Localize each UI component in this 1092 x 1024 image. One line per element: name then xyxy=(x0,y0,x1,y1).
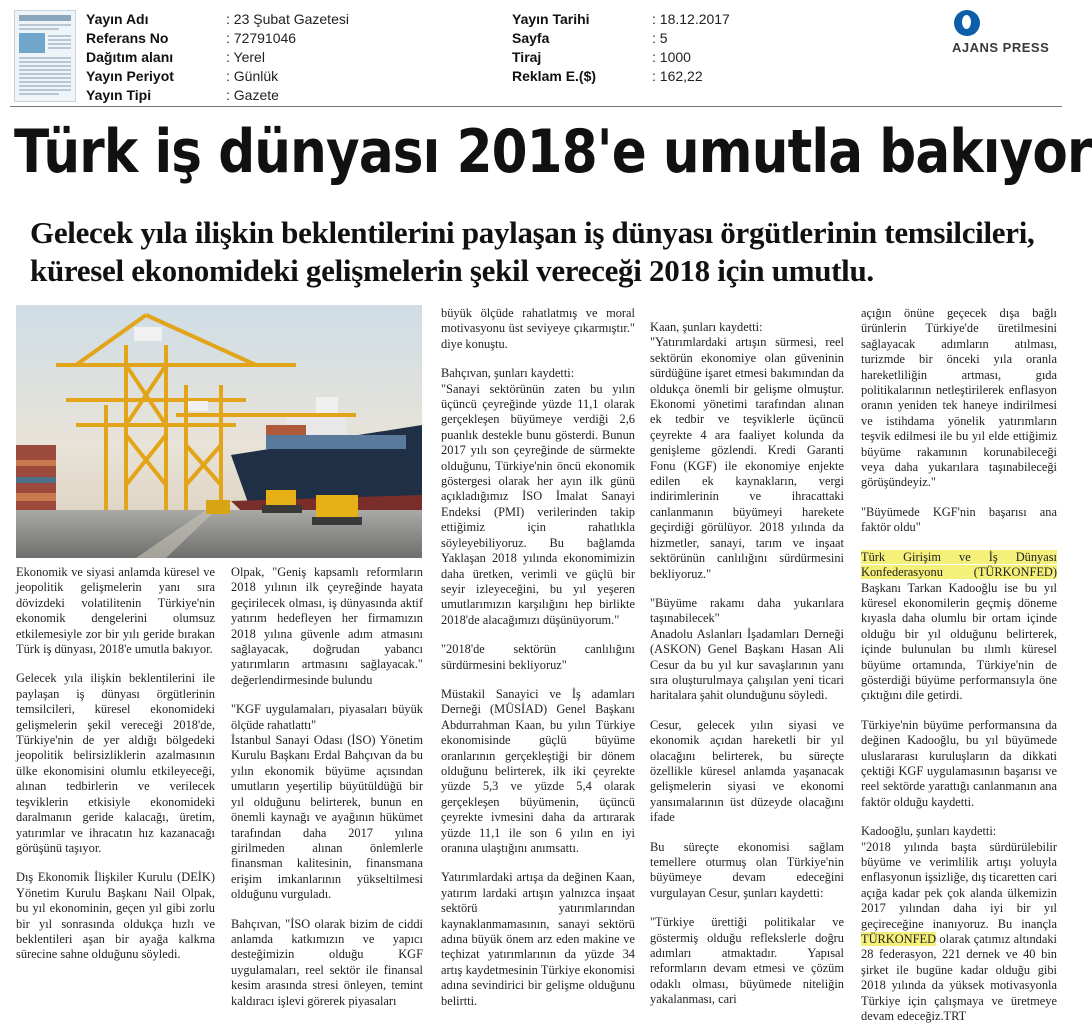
meta-value: : Günlük xyxy=(226,68,279,84)
paragraph: Gelecek yıla ilişkin beklentilerini ile paylaşan iş dünyası örgütlerinin temsilcileri, küresel ekonomideki gelişmelerin şekil vereceği 2018'de, Türkiye'nin de yer aldığı bölgedeki jeopolitik belirsizliklerin azalmasının ülke ekonomisini olumlu etkileyeceği, alınan tedbirlerin ve verilecek teşviklerin etkisiyle ekonomideki daralmanın geride kalacağı, üretim, yatırımlar ve ihracatın hız kazanacağı görüşünü taşıyor. xyxy=(16,671,215,855)
meta-label: Yayın Periyot xyxy=(86,68,174,84)
meta-value: : 1000 xyxy=(652,49,691,65)
meta-label: Yayın Adı xyxy=(86,11,149,27)
paragraph-text: "2018 yılında başta sürdürülebilir büyüme ve verimlilik artışı yoluyla enflasyonun işsizliğe, dış ticaretten cari açığa kadar pek çok alanda ülkemizin 2017 yılından daha iyi bir yıl geçireceğine inanıyoruz. Bu inançla xyxy=(861,839,1057,931)
meta-row-page xyxy=(512,29,730,48)
paragraph: Bahçıvan, şunları kaydetti: xyxy=(441,366,575,381)
meta-value: : 72791046 xyxy=(226,30,297,46)
meta-label: Yayın Tipi xyxy=(86,87,152,103)
article-column-3 xyxy=(441,306,635,1008)
meta-value: : Gazete xyxy=(226,87,279,103)
paragraph xyxy=(861,550,1057,704)
paragraph: Olpak, "Geniş kapsamlı reformların 2018 yılının ilk çeyreğinde hayata geçirilecek olması, iş dünyasında aktif yatırım hedefleyen her firmamızın 2018 yılına güvenle adım atmasını sağlayacak, doğrudan yabancı yatırımların artmasını sağlayacak." değerlendirmesinde bulundu xyxy=(231,565,423,687)
article-column-5 xyxy=(861,306,1057,1024)
meta-row-reference-no xyxy=(86,29,349,48)
paragraph: Ekonomik ve siyasi anlamda küresel ve jeopolitik gelişmelerin yanı sıra dövizdeki volatilitenin Türkiye'nin ekonomik dengelerini olumsuz etkilemesiyle zor bir yılı geride bırakan Türk iş dünyası, 2018'e umutla bakıyor. xyxy=(16,565,215,657)
paragraph: "Sanayi sektörünün zaten bu yılın üçüncü çeyreğinde yüzde 11,1 olarak gerçekleşen büyümeye verdiği 2,6 puanlık destekle bunu gösterdi. Bunun 2017 yılı son çeyreğinde de sürmekte olduğunu, Türkiye'nin öncü ekonomik göstergesi olarak her ayın ilk günü açıkladığımız İSO İmalat Sanayi Endeksi (PMI) verilerinden takip ettiğimiz için rahatlıkla söyleyebiliyoruz. Bu bağlamda Yaklaşan 2018 yılında ekonomimizin daha üretken, verimli ve güçlü bir seyir izleyeceğini, bu yıl yeşeren umutlarımızın karşılığını hep birlikte 2018'de alacağımızı düşünüyorum." xyxy=(441,381,635,627)
paragraph: "Türkiye ürettiği politikalar ve göstermiş olduğu reflekslerle doğru adımları atmaktadır. Yapısal reformların devam etmesi ve çözüm odaklı olması, büyümede niteliğin yakalanması, cari xyxy=(650,915,844,1007)
deck-line: Gelecek yıla ilişkin beklentilerini paylaşan iş dünyası örgütlerinin temsilcileri, xyxy=(30,215,1035,250)
meta-label: Referans No xyxy=(86,30,169,46)
meta-label: Dağıtım alanı xyxy=(86,49,174,65)
article-deck xyxy=(30,214,1060,290)
paragraph: Bu süreçte ekonomisi sağlam temellere oturmuş olan Türkiye'nin büyümeye devam edeceğini vurgulayan Cesur, şunları kaydetti: xyxy=(650,839,844,900)
highlighted-org-name: TÜRKONFED xyxy=(861,932,937,947)
paragraph: Cesur, gelecek yılın siyasi ve ekonomik açıdan hareketli bir yıl olacağını belirterek, bu süreçte özellikle küresel anlamda yaşanacak gelişmelerin siyasi ve ekonomi yansımalarının üst düzeyde olacağını ifade xyxy=(650,717,844,825)
paragraph: Müstakil Sanayici ve İş adamları Derneği (MÜSİAD) Genel Başkanı Abdurrahman Kaan, bu yılın Türkiye ekonomisinde güçlü büyüme oranlarının gerçekleştiği bir dönem olduğunu belirterek, ilk iki çeyrekte yüzde 5,3 ve yüzde 5,4 olarak gerçekleşen büyümenin, üçüncü çeyrekte ivmesini daha da artırarak yüzde 11,1 ile son 6 yılın en iyi oranına ulaştığını anımsattı. xyxy=(441,686,635,855)
paragraph: Kadooğlu, şunları kaydetti: xyxy=(861,824,997,839)
paragraph: Kaan, şunları kaydetti: xyxy=(650,320,763,334)
meta-value: : 5 xyxy=(652,30,668,46)
port-cranes-photo xyxy=(16,305,422,558)
meta-row-ad-value xyxy=(512,67,730,86)
meta-value: : Yerel xyxy=(226,49,265,65)
paragraph: Türkiye'nin büyüme performansına da değinen Kadooğlu, bu yıl büyümede uluslararası kuruluşların da dikkati çektiği KGF uygulamasının başarısı ve reel sektörde yarattığı canlanmanın ana faktör olduğu kaydetti. xyxy=(861,717,1057,809)
paragraph: Bahçıvan, "İSO olarak bizim de ciddi anlamda katkımızın ve yapıcı desteğimizin olduğu KGF uygulamaları, reel sektör ile finansal kesim arasında stresi önleyen, temint kaldıracı işlevi görerek piyasaları xyxy=(231,916,423,1008)
article-headline: Türk iş dünyası 2018'e umutla bakıyor xyxy=(14,117,1092,187)
article-column-2 xyxy=(231,565,423,1008)
subheading: "KGF uygulamaları, piyasaları büyük ölçüde rahatlattı" xyxy=(231,702,423,732)
paragraph-text: Başkanı Tarkan Kadooğlu ise bu yıl küresel ekonomilerin geçmiş döneme kıyasla daha olumlu bir ortam içinde olduğu bir yıl olduğunu belirterek, içinde bulunulan bu ılımlı küresel büyüme ortamında, Türkiye'nin de gösterdiği büyüme performansıyla öne çıktığını dile getirdi. xyxy=(861,580,1057,703)
meta-label: Sayfa xyxy=(512,30,550,46)
logo-text: AJANS PRESS xyxy=(952,40,1050,55)
paragraph: Anadolu Aslanları İşadamları Derneği (ASKON) Genel Başkanı Hasan Ali Cesur da bu yıl kur savaşlarının yanı sıra oluşturulmaya çalışılan yeni ticari haritalara şahit olunduğunu söyledi. xyxy=(650,626,844,703)
paragraph xyxy=(861,840,1057,1024)
paragraph: "Yatırımlardaki artışın sürmesi, reel sektörün ekonomiye olan güveninin sürdüğüne işaret etmesi bakımından da oldukça önemli bir gelişme olmuştur. Ekonomi yönetimi tarafından alınan ek tedbir ve teşviklerle üçüncü çeyrekte 4 ara faaliyet kolunda da genişleme gözlendi. Kredi Garanti Fonu (KGF) ile ekonomiye enjekte edilen ek kaynakların, vergi indirimlerinin ve ihracattaki canlanmanın büyümeyi harekete geçirdiği görülüyor. 2018 yılında da hizmetler, sanayi, tarım ve inşaat sektörünün canlılığını sürdürmesini bekliyoruz." xyxy=(650,335,844,581)
subheading: "Büyüme rakamı daha yukarılara taşınabilecek" xyxy=(650,595,844,626)
meta-row-publication-name xyxy=(86,10,349,29)
subheading: "Büyümede KGF'nin başarısı ana faktör oldu" xyxy=(861,504,1057,535)
publication-meta-right xyxy=(512,10,730,86)
paragraph: Dış Ekonomik İlişkiler Kurulu (DEİK) Yönetim Kurulu Başkanı Nail Olpak, bu yıl ekonominin, geçen yıl gibi zorlu bir yıl sonrasında oldukça hızlı ve beklentileri aşan bir ayağa kalkma sürecine sahne olduğunu söyledi. xyxy=(16,870,215,962)
header-divider xyxy=(10,106,1062,107)
article-column-4 xyxy=(650,320,844,1007)
meta-row-distribution xyxy=(86,48,349,67)
meta-label: Tiraj xyxy=(512,49,542,65)
highlighted-org-name: Türk Girişim ve İş Dünyası Konfederasyonu (TÜRKONFED) xyxy=(861,549,1057,580)
paragraph: açığın önüne geçecek dışa bağlı ürünlerin Türkiye'de üretilmesini sağlayacak adımların atılması, turizmde bir önceki yıla oranla hareketliliğin artması, gıda politikalarının netleştirilerek enflasyon oranın yeniden tek haneye indirilmesi ve istihdama yönelik yatırımların teşvik edilmesi ile bu yıl elde ettiğimiz büyüme rakamının korunabileceği veya daha yukarılara taşınabileceği görüşündeyiz." xyxy=(861,306,1057,490)
meta-value: : 162,22 xyxy=(652,68,703,84)
meta-row-type xyxy=(86,86,349,105)
meta-value: : 18.12.2017 xyxy=(652,11,730,27)
publication-meta-left xyxy=(86,10,349,105)
paragraph: İstanbul Sanayi Odası (İSO) Yönetim Kurulu Başkanı Erdal Bahçıvan da bu yılın ekonomik büyüme açısından umutların yeşertilip büyütüldüğü bir yıl olduğunu belirterek, bunun en önemli kaynağı ve ayağının hükümet tarafından daha 2017 yılına girilmeden alınan önlemlerle finansman kalitesinin, finansmana erişim imkanlarının yükseltilmesi olduğunu vurguladı. xyxy=(231,733,423,902)
page-thumbnail[interactable] xyxy=(14,10,76,102)
paragraph: Yatırımlardaki artışa da değinen Kaan, yatırım lardaki artışın yalnızca inşaat sektörü yatırımlarından kaynaklanmamasının, sanayi sektörü adına büyük önem arz eden makine ve teçhizat yatırımlarının da yüzde 34 artış kaydetmesinin Türkiye ekonomisi adına sevindirici bir gelişme olduğunu belirtti. xyxy=(441,870,635,1008)
meta-label: Yayın Tarihi xyxy=(512,11,590,27)
meta-label: Reklam E.($) xyxy=(512,68,597,84)
meta-value: : 23 Şubat Gazetesi xyxy=(226,11,349,27)
subheading: "2018'de sektörün canlılığını sürdürmesini bekliyoruz" xyxy=(441,642,635,672)
logo-globe-icon xyxy=(954,10,980,36)
meta-row-period xyxy=(86,67,349,86)
ajans-press-logo xyxy=(946,10,1062,60)
meta-row-date xyxy=(512,10,730,29)
meta-row-circulation xyxy=(512,48,730,67)
clipping-header xyxy=(0,0,1072,106)
paragraph-text: olarak çatımız altındaki 28 federasyon, 221 dernek ve 40 bin şirket ile bugüne kadar olduğu gibi 2018 yılında da yüksek motivasyonla Türkiye için çalışmaya ve üretmeye devam edeceğiz.TRT xyxy=(861,932,1057,1024)
article-column-1 xyxy=(16,565,215,985)
paragraph: büyük ölçüde rahatlatmış ve moral motivasyonu üst seviyeye çıkarmıştır." diye konuştu. xyxy=(441,306,635,351)
deck-line: küresel ekonomideki gelişmelerin şekil vereceği 2018 için umutlu. xyxy=(30,253,874,288)
